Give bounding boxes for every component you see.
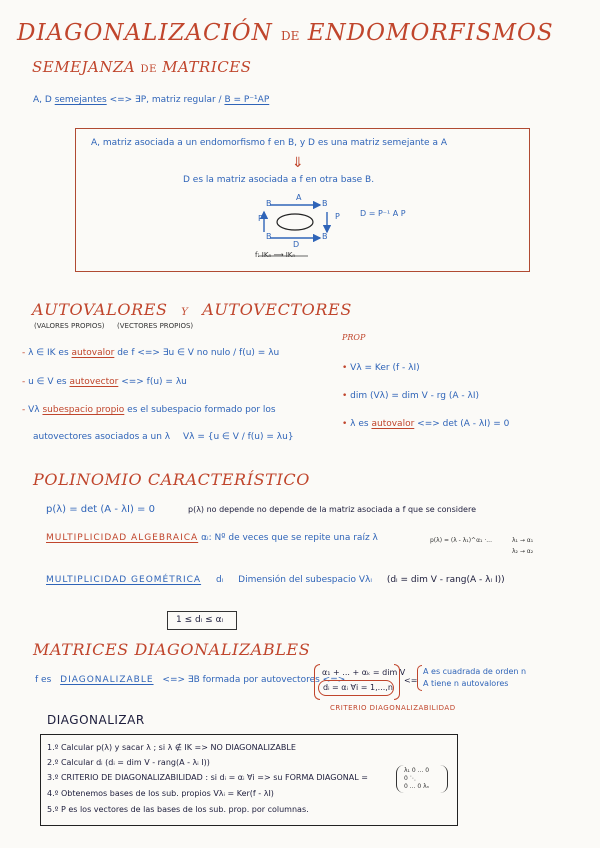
diag-condition-square: A es cuadrada de orden n	[423, 667, 527, 676]
diagonalizable-definition: f es DIAGONALIZABLE <=> ∃B formada por autovectores <=>	[35, 675, 346, 685]
semejanza-heading: SEMEJANZA DE MATRICES	[32, 58, 252, 76]
prop-determinant: • λ es autovalor <=> det (A - λI) = 0	[342, 419, 510, 429]
inequality: 1 ≤ dᵢ ≤ αᵢ	[176, 615, 224, 625]
diagram-formula: D = P⁻¹ A P	[360, 209, 406, 218]
autovalores-heading: AUTOVALORES Y AUTOVECTORES	[32, 300, 352, 319]
diagram-top-left: B	[266, 199, 272, 208]
step-1: 1.º Calcular p(λ) y sacar λ ; si λ ∉ IK => NO DIAGONALIZABLE	[47, 743, 296, 752]
matrix-row-1: λ₁ 0 ... 0	[404, 767, 430, 774]
subespacio-definition-cont: autovectores asociados a un λ Vλ = {u ∈ V / f(u) = λu}	[33, 432, 294, 442]
diagram-map: f: IKₙ ⟶ IKₙ	[255, 251, 296, 259]
prop-label: PROP	[342, 333, 366, 342]
alg-aside-poly: p(λ) = (λ - λ₁)^α₁ ·...	[430, 537, 492, 544]
autovalores-note: (VALORES PROPIOS)	[34, 322, 105, 330]
prop-kernel: • Vλ = Ker (f - λI)	[342, 363, 420, 373]
subespacio-definition: - Vλ subespacio propio es el subespacio formado por los	[22, 405, 276, 415]
step-5: 5.º P es los vectores de las bases de los sub. prop. por columnas.	[47, 805, 309, 814]
matrix-row-2: 0 ⋱	[404, 775, 416, 782]
diagonalizables-heading: MATRICES DIAGONALIZABLES	[33, 640, 311, 659]
diagram-bottom-left: B	[266, 232, 272, 241]
step-2: 2.º Calcular dᵢ (dᵢ = dim V - rang(A - λᵢ I))	[47, 758, 210, 767]
step-3: 3.º CRITERIO DE DIAGONALIZABILIDAD : si dᵢ = αᵢ ∀i => su FORMA DIAGONAL =	[47, 773, 368, 782]
alg-aside-root2: λ₂ → α₂	[512, 548, 534, 555]
iff-symbol: <=	[404, 676, 418, 685]
diagonalizar-heading: DIAGONALIZAR	[47, 713, 145, 727]
page-title: DIAGONALIZACIÓN DE ENDOMORFISMOS	[17, 20, 554, 46]
autovector-definition: - u ∈ V es autovector <=> f(u) = λu	[22, 377, 187, 387]
implies-arrow-icon: ⇓	[292, 155, 304, 171]
semejanza-definition: A, D semejantes <=> ∃P, matriz regular / B = P⁻¹AP	[33, 95, 270, 105]
box-line2: D es la matriz asociada a f en otra base B.	[183, 175, 375, 185]
diagram-bottom-arrow-label: D	[293, 240, 300, 249]
polinomio-heading: POLINOMIO CARACTERÍSTICO	[33, 470, 310, 489]
condition-2: dᵢ = αᵢ ∀i = 1,...,n	[323, 683, 393, 692]
box-line1: A, matriz asociada a un endomorfismo f en B, y D es una matriz semejante a A	[91, 138, 447, 148]
polinomio-note: p(λ) no depende no depende de la matriz asociada a f que se considere	[188, 505, 476, 514]
multiplicidad-geometrica: MULTIPLICIDAD GEOMÉTRICA dᵢ Dimensión del subespacio Vλᵢ (dᵢ = dim V - rang(A - λᵢ I))	[46, 575, 505, 585]
criterio-label: CRITERIO DIAGONALIZABILIDAD	[330, 704, 456, 712]
prop-dimension: • dim (Vλ) = dim V - rg (A - λI)	[342, 391, 479, 401]
multiplicidad-algebraica: MULTIPLICIDAD ALGEBRAICA αᵢ: Nº de veces que se repite una raíz λ	[46, 533, 378, 543]
matrix-row-3: 0 ... 0 λₙ	[404, 783, 430, 790]
diagram-left-label: P	[258, 214, 263, 223]
autovalor-definition: - λ ∈ IK es autovalor de f <=> ∃u ∈ V no nulo / f(u) = λu	[22, 348, 280, 358]
diagram-bottom-right: B	[322, 232, 328, 241]
polinomio-formula: p(λ) = det (A - λI) = 0	[46, 504, 155, 515]
right-brace	[417, 665, 422, 691]
diagram-top-right: B	[322, 199, 328, 208]
alg-aside-root1: λ₁ → α₁	[512, 537, 534, 544]
diagram-right-label: P	[335, 212, 340, 221]
diag-condition-eigen: A tiene n autovalores	[423, 679, 509, 688]
autovectores-note: (VECTORES PROPIOS)	[117, 322, 194, 330]
step-4: 4.º Obtenemos bases de los sub. propios Vλᵢ = Ker(f - λI)	[47, 789, 274, 798]
diagram-top-arrow-label: A	[296, 193, 302, 202]
condition-1: α₁ + ... + αₖ = dim V	[322, 668, 406, 677]
